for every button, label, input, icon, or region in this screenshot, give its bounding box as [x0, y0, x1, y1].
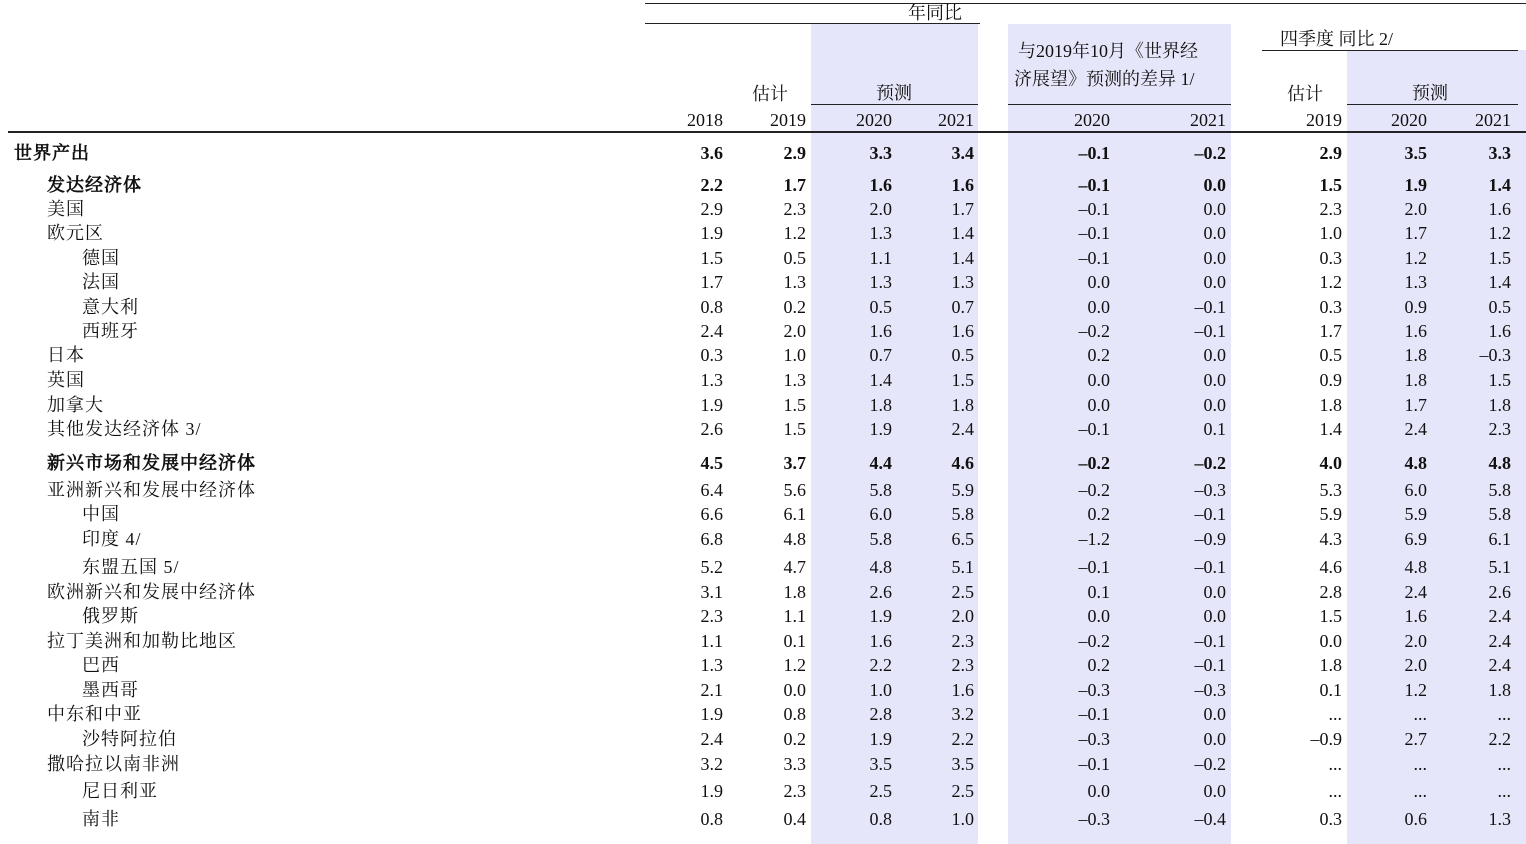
table-cell: 2.4: [1404, 582, 1427, 602]
table-cell: –0.3: [1194, 480, 1226, 500]
table-cell: –0.1: [1194, 504, 1226, 524]
yoy-group-rule: [645, 23, 980, 24]
row-label: 英国: [47, 370, 85, 390]
row-label: 其他发达经济体 3/: [47, 419, 202, 439]
table-cell: 6.4: [700, 480, 723, 500]
year-header-cell: 2021: [938, 110, 974, 130]
row-label: 日本: [47, 345, 85, 365]
group-header-diff-line2: 济展望》预测的差异 1/: [1014, 69, 1195, 89]
table-cell: –0.1: [1078, 754, 1110, 774]
row-label: 东盟五国 5/: [82, 557, 180, 577]
table-cell: 4.8: [1404, 557, 1427, 577]
row-label: 南非: [82, 809, 120, 829]
table-cell: ...: [1497, 781, 1511, 801]
table-cell: 1.4: [1488, 175, 1511, 195]
row-label: 加拿大: [47, 395, 104, 415]
table-cell: –0.1: [1194, 297, 1226, 317]
table-cell: 1.3: [783, 272, 806, 292]
table-cell: 1.5: [1319, 606, 1342, 626]
table-cell: 2.4: [700, 321, 723, 341]
table-cell: 2.3: [700, 606, 723, 626]
table-cell: 1.5: [1319, 175, 1342, 195]
table-cell: –0.9: [1194, 529, 1226, 549]
estimate-label: 估计: [752, 84, 788, 104]
table-cell: 1.2: [1404, 248, 1427, 268]
table-cell: 1.4: [951, 223, 974, 243]
table-cell: –0.2: [1078, 453, 1110, 473]
table-cell: 0.5: [869, 297, 892, 317]
table-cell: 5.1: [1488, 557, 1511, 577]
table-cell: 2.4: [1488, 655, 1511, 675]
table-cell: 0.2: [1087, 655, 1110, 675]
table-cell: –0.1: [1078, 557, 1110, 577]
table-cell: 1.0: [1319, 223, 1342, 243]
table-cell: 0.0: [1203, 370, 1226, 390]
table-cell: 1.6: [1404, 321, 1427, 341]
row-label: 西班牙: [82, 321, 139, 341]
table-cell: 0.1: [1087, 582, 1110, 602]
table-cell: 2.3: [783, 199, 806, 219]
table-cell: 0.0: [1087, 272, 1110, 292]
table-cell: 2.3: [1488, 419, 1511, 439]
row-label: 墨西哥: [82, 680, 139, 700]
table-cell: 0.8: [700, 809, 723, 829]
table-cell: 1.6: [1488, 321, 1511, 341]
q4-subgroup-rule: [1347, 104, 1518, 105]
table-cell: 2.9: [700, 199, 723, 219]
table-cell: 2.1: [700, 680, 723, 700]
table-cell: –0.2: [1194, 453, 1226, 473]
table-cell: 1.0: [783, 345, 806, 365]
table-cell: 0.0: [1087, 781, 1110, 801]
table-cell: –0.2: [1078, 480, 1110, 500]
row-label: 印度 4/: [82, 529, 142, 549]
table-cell: 0.2: [783, 729, 806, 749]
table-cell: 1.8: [869, 395, 892, 415]
table-cell: 2.3: [951, 655, 974, 675]
table-cell: 0.5: [1488, 297, 1511, 317]
q4-group-rule: [1262, 50, 1518, 51]
table-cell: 1.2: [1404, 680, 1427, 700]
table-cell: 2.2: [1488, 729, 1511, 749]
table-cell: 0.0: [1203, 248, 1226, 268]
table-cell: 4.0: [1319, 453, 1342, 473]
table-cell: ...: [1497, 754, 1511, 774]
table-cell: 1.2: [783, 223, 806, 243]
table-cell: 1.7: [700, 272, 723, 292]
table-cell: 6.1: [1488, 529, 1511, 549]
table-cell: 5.9: [1404, 504, 1427, 524]
table-cell: 0.9: [1319, 370, 1342, 390]
table-cell: –0.3: [1078, 729, 1110, 749]
table-cell: 2.0: [1404, 631, 1427, 651]
table-cell: –0.1: [1194, 321, 1226, 341]
table-cell: 2.6: [1488, 582, 1511, 602]
year-header-cell: 2020: [856, 110, 892, 130]
table-cell: 1.7: [1319, 321, 1342, 341]
table-cell: 5.9: [1319, 504, 1342, 524]
table-cell: 3.5: [1404, 143, 1427, 163]
table-cell: ...: [1413, 781, 1427, 801]
year-header-cell: 2021: [1190, 110, 1226, 130]
table-cell: 1.7: [1404, 223, 1427, 243]
table-cell: 1.8: [1319, 395, 1342, 415]
table-cell: 2.3: [783, 781, 806, 801]
table-cell: 0.0: [783, 680, 806, 700]
table-cell: –0.2: [1078, 321, 1110, 341]
table-cell: 1.4: [1319, 419, 1342, 439]
table-cell: 1.8: [1488, 395, 1511, 415]
row-label: 巴西: [82, 655, 120, 675]
table-cell: 1.1: [783, 606, 806, 626]
group-header-yoy: 年同比: [908, 3, 962, 23]
table-cell: 1.5: [1488, 370, 1511, 390]
forecast-label: 预测: [876, 83, 912, 103]
table-cell: 6.1: [783, 504, 806, 524]
table-cell: 5.8: [951, 504, 974, 524]
header-bottom-rule: [8, 131, 1526, 133]
table-cell: 0.2: [783, 297, 806, 317]
table-cell: 6.0: [869, 504, 892, 524]
table-cell: 1.6: [869, 321, 892, 341]
table-cell: –1.2: [1078, 529, 1110, 549]
table-cell: 3.4: [951, 143, 974, 163]
table-cell: 0.0: [1203, 582, 1226, 602]
table-cell: 6.9: [1404, 529, 1427, 549]
table-cell: 0.0: [1319, 631, 1342, 651]
table-cell: –0.1: [1194, 631, 1226, 651]
table-cell: 1.9: [869, 729, 892, 749]
table-cell: 5.8: [869, 529, 892, 549]
table-cell: 0.0: [1203, 606, 1226, 626]
table-cell: 0.0: [1203, 729, 1226, 749]
table-cell: 0.3: [1319, 809, 1342, 829]
table-cell: 5.8: [869, 480, 892, 500]
table-cell: 4.8: [783, 529, 806, 549]
table-cell: 2.4: [700, 729, 723, 749]
table-cell: 3.3: [783, 754, 806, 774]
row-label: 德国: [82, 248, 120, 268]
table-cell: 1.4: [869, 370, 892, 390]
diff-group-rule: [1008, 104, 1231, 105]
table-cell: 2.8: [869, 704, 892, 724]
table-cell: 0.8: [700, 297, 723, 317]
table-cell: 2.5: [951, 582, 974, 602]
table-cell: 1.7: [951, 199, 974, 219]
table-cell: 1.0: [951, 809, 974, 829]
table-cell: 1.3: [1404, 272, 1427, 292]
table-cell: ...: [1328, 781, 1342, 801]
estimate-label-q4: 估计: [1287, 84, 1323, 104]
table-cell: 2.7: [1404, 729, 1427, 749]
table-cell: 1.5: [700, 248, 723, 268]
table-cell: 2.2: [700, 175, 723, 195]
table-cell: 1.9: [869, 419, 892, 439]
table-cell: –0.2: [1194, 143, 1226, 163]
table-cell: 5.2: [700, 557, 723, 577]
row-label: 发达经济体: [47, 175, 142, 195]
table-cell: 2.4: [1404, 419, 1427, 439]
table-cell: –0.1: [1078, 175, 1110, 195]
table-cell: 1.3: [700, 370, 723, 390]
table-cell: 0.8: [869, 809, 892, 829]
table-cell: 0.0: [1203, 223, 1226, 243]
table-cell: –0.3: [1479, 345, 1511, 365]
table-cell: 1.6: [1404, 606, 1427, 626]
table-cell: 4.8: [1488, 453, 1511, 473]
table-cell: 1.9: [700, 781, 723, 801]
table-cell: 1.6: [951, 680, 974, 700]
table-cell: ...: [1413, 704, 1427, 724]
table-cell: 2.0: [1404, 199, 1427, 219]
table-cell: 0.0: [1203, 781, 1226, 801]
table-cell: 0.1: [1203, 419, 1226, 439]
table-cell: 2.5: [869, 781, 892, 801]
table-cell: –0.1: [1078, 248, 1110, 268]
table-cell: –0.1: [1078, 419, 1110, 439]
row-label: 中国: [82, 504, 120, 524]
table-cell: 0.0: [1087, 606, 1110, 626]
table-cell: 1.3: [700, 655, 723, 675]
table-cell: –0.9: [1310, 729, 1342, 749]
table-cell: 1.5: [1488, 248, 1511, 268]
table-cell: 0.5: [951, 345, 974, 365]
table-cell: 1.8: [951, 395, 974, 415]
table-cell: 1.6: [951, 321, 974, 341]
table-cell: 4.7: [783, 557, 806, 577]
table-cell: 0.1: [783, 631, 806, 651]
row-label: 撒哈拉以南非洲: [47, 754, 180, 774]
table-cell: 0.0: [1087, 395, 1110, 415]
table-cell: 2.6: [869, 582, 892, 602]
table-cell: 2.6: [700, 419, 723, 439]
row-label: 欧洲新兴和发展中经济体: [47, 582, 256, 602]
table-cell: –0.1: [1194, 557, 1226, 577]
table-cell: ...: [1497, 704, 1511, 724]
row-label: 亚洲新兴和发展中经济体: [47, 480, 256, 500]
table-cell: 3.2: [700, 754, 723, 774]
table-cell: 1.7: [1404, 395, 1427, 415]
table-cell: 3.3: [869, 143, 892, 163]
table-cell: 2.3: [951, 631, 974, 651]
table-cell: 2.2: [951, 729, 974, 749]
table-cell: 1.3: [783, 370, 806, 390]
row-label: 美国: [47, 199, 85, 219]
table-cell: 1.6: [869, 631, 892, 651]
table-cell: 0.0: [1203, 199, 1226, 219]
table-cell: 0.1: [1319, 680, 1342, 700]
table-cell: 6.6: [700, 504, 723, 524]
table-cell: 1.8: [1404, 345, 1427, 365]
forecast-shade-q4: [1347, 50, 1526, 844]
table-cell: 3.2: [951, 704, 974, 724]
table-cell: ...: [1328, 754, 1342, 774]
table-cell: 0.7: [869, 345, 892, 365]
year-header-cell: 2020: [1074, 110, 1110, 130]
table-cell: 5.8: [1488, 480, 1511, 500]
table-cell: 1.7: [783, 175, 806, 195]
row-label: 世界产出: [14, 143, 90, 163]
table-cell: 4.8: [1404, 453, 1427, 473]
table-cell: 3.3: [1488, 143, 1511, 163]
table-cell: 0.7: [951, 297, 974, 317]
row-label: 意大利: [82, 297, 139, 317]
row-label: 法国: [82, 272, 120, 292]
row-label: 欧元区: [47, 223, 104, 243]
table-cell: 3.6: [700, 143, 723, 163]
table-cell: –0.1: [1194, 655, 1226, 675]
table-cell: –0.1: [1078, 704, 1110, 724]
table-cell: 4.8: [869, 557, 892, 577]
year-header-cell: 2019: [1306, 110, 1342, 130]
table-cell: ...: [1328, 704, 1342, 724]
table-cell: 2.4: [1488, 631, 1511, 651]
table-cell: 1.5: [951, 370, 974, 390]
table-cell: 1.8: [1404, 370, 1427, 390]
year-header-cell: 2018: [687, 110, 723, 130]
table-cell: 2.0: [1404, 655, 1427, 675]
table-cell: 0.2: [1087, 345, 1110, 365]
table-cell: 1.8: [1488, 680, 1511, 700]
table-cell: 1.6: [1488, 199, 1511, 219]
table-cell: 0.0: [1203, 345, 1226, 365]
table-cell: 1.2: [1488, 223, 1511, 243]
table-cell: 0.0: [1203, 175, 1226, 195]
table-cell: 5.3: [1319, 480, 1342, 500]
row-label: 俄罗斯: [82, 606, 139, 626]
table-cell: –0.3: [1194, 680, 1226, 700]
table-cell: 0.4: [783, 809, 806, 829]
table-cell: 5.6: [783, 480, 806, 500]
table-cell: 5.8: [1488, 504, 1511, 524]
table-cell: 4.5: [700, 453, 723, 473]
table-cell: 2.2: [869, 655, 892, 675]
table-cell: 2.9: [1319, 143, 1342, 163]
table-cell: 1.5: [783, 419, 806, 439]
table-cell: 0.0: [1087, 370, 1110, 390]
table-cell: –0.2: [1078, 631, 1110, 651]
table-cell: 0.6: [1404, 809, 1427, 829]
table-cell: –0.1: [1078, 143, 1110, 163]
table-cell: 2.3: [1319, 199, 1342, 219]
table-cell: 1.2: [783, 655, 806, 675]
row-label: 沙特阿拉伯: [82, 729, 177, 749]
table-cell: 1.2: [1319, 272, 1342, 292]
table-cell: 4.6: [1319, 557, 1342, 577]
table-cell: 1.3: [869, 223, 892, 243]
table-cell: 0.8: [783, 704, 806, 724]
table-cell: 0.0: [1203, 395, 1226, 415]
table-cell: 1.3: [1488, 809, 1511, 829]
table-cell: –0.3: [1078, 809, 1110, 829]
row-label: 中东和中亚: [47, 704, 142, 724]
table-cell: 2.4: [1488, 606, 1511, 626]
table-cell: 0.0: [1203, 704, 1226, 724]
table-cell: 6.0: [1404, 480, 1427, 500]
table-cell: 3.7: [783, 453, 806, 473]
group-header-q4: 四季度 同比 2/: [1280, 29, 1394, 49]
table-cell: 1.1: [869, 248, 892, 268]
table-cell: 3.5: [869, 754, 892, 774]
table-cell: 0.9: [1404, 297, 1427, 317]
table-cell: 4.3: [1319, 529, 1342, 549]
table-cell: 2.0: [951, 606, 974, 626]
table-cell: 6.5: [951, 529, 974, 549]
forecast-label-q4: 预测: [1412, 83, 1448, 103]
table-cell: –0.1: [1078, 199, 1110, 219]
table-cell: 1.3: [869, 272, 892, 292]
yoy-subgroup-rule: [811, 104, 978, 105]
table-cell: 1.9: [1404, 175, 1427, 195]
table-cell: 0.3: [1319, 248, 1342, 268]
table-cell: 1.4: [951, 248, 974, 268]
table-cell: 0.0: [1087, 297, 1110, 317]
table-cell: –0.2: [1194, 754, 1226, 774]
table-cell: 1.4: [1488, 272, 1511, 292]
top-rule: [645, 3, 1526, 4]
table-cell: 5.1: [951, 557, 974, 577]
table-cell: 1.6: [951, 175, 974, 195]
table-cell: 1.3: [951, 272, 974, 292]
table-cell: 0.3: [700, 345, 723, 365]
table-cell: 1.9: [700, 395, 723, 415]
table-cell: 4.4: [869, 453, 892, 473]
table-cell: 1.1: [700, 631, 723, 651]
year-header-cell: 2021: [1475, 110, 1511, 130]
table-cell: ...: [1413, 754, 1427, 774]
table-cell: 1.9: [700, 223, 723, 243]
table-cell: 1.8: [783, 582, 806, 602]
table-cell: 5.9: [951, 480, 974, 500]
table-cell: 0.5: [1319, 345, 1342, 365]
table-cell: 3.5: [951, 754, 974, 774]
table-cell: 2.0: [783, 321, 806, 341]
row-label: 新兴市场和发展中经济体: [47, 453, 256, 473]
table-cell: 0.2: [1087, 504, 1110, 524]
table-cell: –0.4: [1194, 809, 1226, 829]
table-cell: 2.5: [951, 781, 974, 801]
group-header-diff-line1: 与2019年10月《世界经: [1018, 41, 1198, 61]
table-cell: 1.6: [869, 175, 892, 195]
table-cell: 6.8: [700, 529, 723, 549]
table-cell: 1.5: [783, 395, 806, 415]
table-cell: 2.9: [783, 143, 806, 163]
table-cell: 1.8: [1319, 655, 1342, 675]
table-cell: 1.9: [700, 704, 723, 724]
row-label: 拉丁美洲和加勒比地区: [47, 631, 237, 651]
table-cell: 1.0: [869, 680, 892, 700]
table-cell: 0.0: [1203, 272, 1226, 292]
year-header-cell: 2019: [770, 110, 806, 130]
table-cell: 3.1: [700, 582, 723, 602]
table-cell: 1.9: [869, 606, 892, 626]
table-cell: 2.8: [1319, 582, 1342, 602]
table-cell: 0.5: [783, 248, 806, 268]
row-label: 尼日利亚: [82, 781, 158, 801]
table-cell: 2.0: [869, 199, 892, 219]
table-cell: –0.3: [1078, 680, 1110, 700]
table-cell: 2.4: [951, 419, 974, 439]
table-cell: 0.3: [1319, 297, 1342, 317]
table-cell: 4.6: [951, 453, 974, 473]
table-cell: –0.1: [1078, 223, 1110, 243]
year-header-cell: 2020: [1391, 110, 1427, 130]
